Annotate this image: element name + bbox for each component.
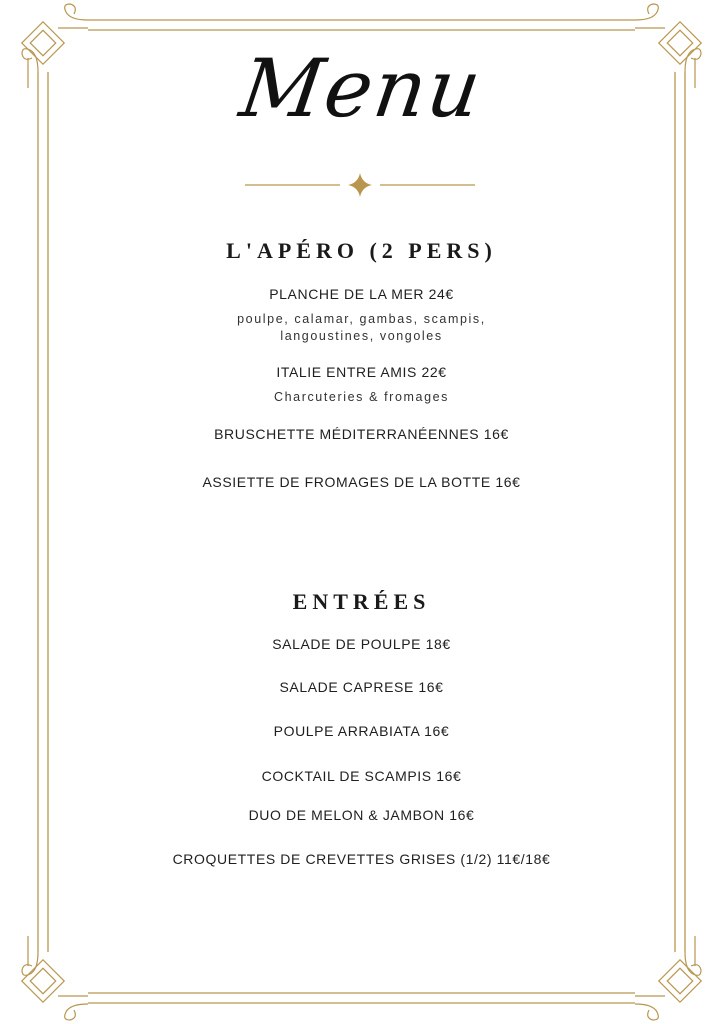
section-title-apero: L'APÉRO (2 PERS) bbox=[226, 238, 497, 263]
menu-item-description: Charcuteries & fromages bbox=[273, 390, 450, 404]
section-title-entrees: ENTRÉES bbox=[292, 589, 431, 614]
menu-item: BRUSCHETTE MÉDITERRANÉENNES 16€ bbox=[214, 426, 509, 442]
menu-item: SALADE CAPRESE 16€ bbox=[279, 679, 444, 695]
menu-item-description: langoustines, vongoles bbox=[280, 329, 443, 343]
menu-item: CROQUETTES DE CREVETTES GRISES (1/2) 11€/18€ bbox=[172, 851, 551, 867]
menu-item: ITALIE ENTRE AMIS 22€ bbox=[276, 364, 447, 380]
menu-item: SALADE DE POULPE 18€ bbox=[272, 636, 451, 652]
menu-item: ASSIETTE DE FROMAGES DE LA BOTTE 16€ bbox=[202, 474, 521, 490]
corner-ornament-bottom-right-icon bbox=[635, 936, 701, 1020]
menu-item: POULPE ARRABIATA 16€ bbox=[273, 723, 450, 739]
menu-item: COCKTAIL DE SCAMPIS 16€ bbox=[261, 768, 462, 784]
corner-ornament-bottom-left-icon bbox=[22, 936, 88, 1020]
menu-title: Menu bbox=[234, 42, 489, 135]
menu-item: PLANCHE DE LA MER 24€ bbox=[269, 286, 454, 302]
four-point-star-icon bbox=[348, 173, 372, 197]
menu-item-description: poulpe, calamar, gambas, scampis, bbox=[237, 312, 486, 326]
menu-item: DUO DE MELON & JAMBON 16€ bbox=[248, 807, 475, 823]
